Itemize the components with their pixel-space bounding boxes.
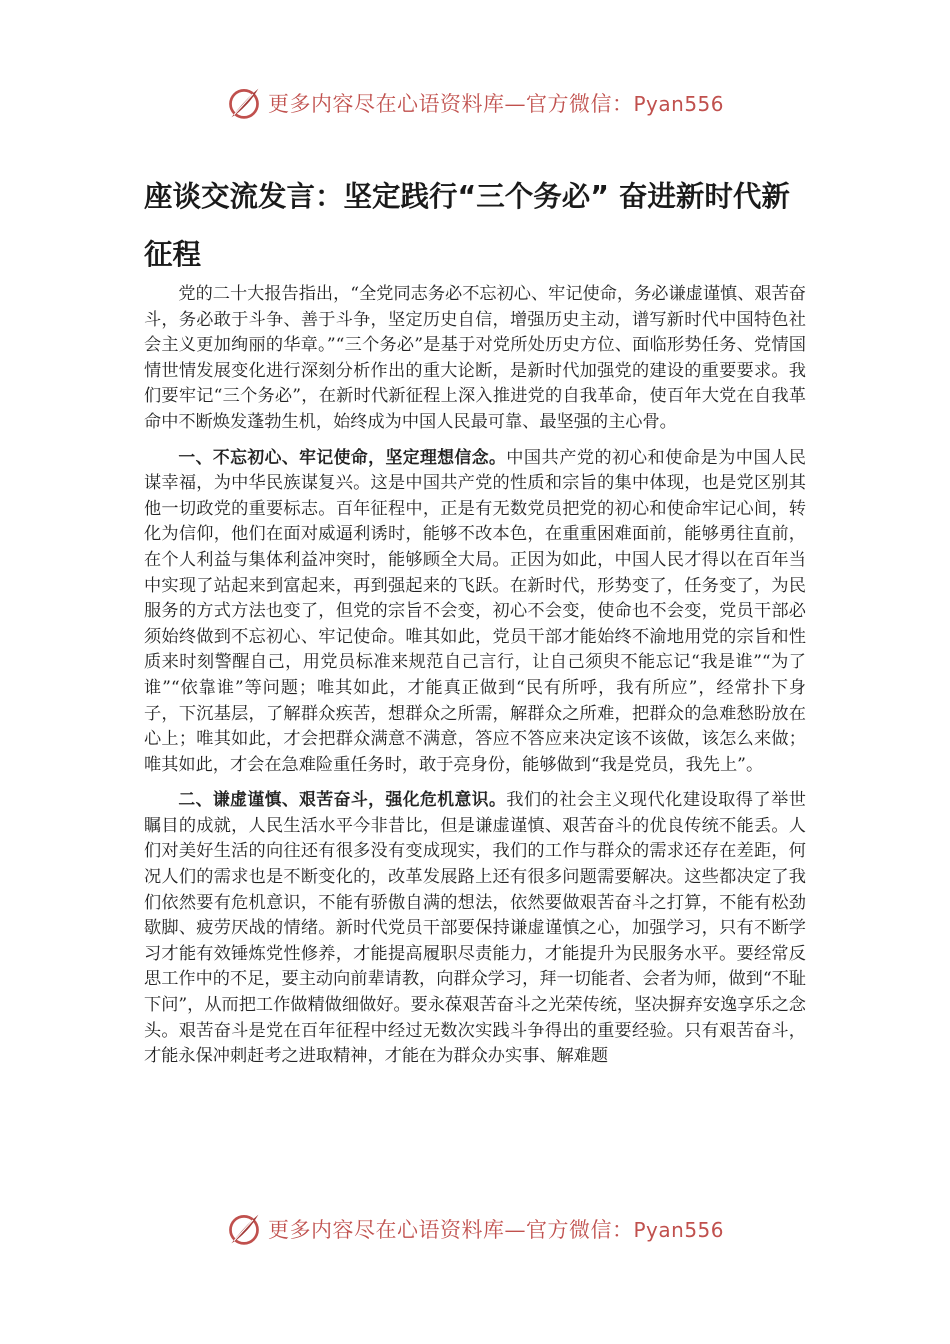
quill-logo-icon (226, 1211, 262, 1247)
footer-wechat-id: Pyan556 (633, 1218, 724, 1242)
paragraph-section-2 (144, 787, 806, 1070)
quill-logo-icon (226, 85, 262, 121)
header-banner-text: 更多内容尽在心语资料库—官方微信：Pyan556 (267, 92, 724, 116)
paragraph-text: 党的二十大报告指出，“全党同志务必不忘初心、牢记使命，务必谦虚谨慎、艰苦奋斗，务必敢于斗争、善于斗争，坚定历史自信，增强历史主动，谱写新时代中国特色社会主义更加绚丽的华章。”“三个务必”是基于对党所处历史方位、面临形势任务、党情国情世情发展变化进行深刻分析作出的重大论断，是新时代加强党的建设的重要要求。我们要牢记“三个务必”，在新时代新征程上深入推进党的自我革命，使百年大党在自我革命中不断焕发蓬勃生机，始终成为中国人民最可靠、最坚强的主心骨。 (144, 284, 806, 432)
footer-banner-text: 更多内容尽在心语资料库—官方微信：Pyan556 (267, 1218, 724, 1242)
section-heading: 二、谦虚谨慎、艰苦奋斗，强化危机意识。 (178, 789, 507, 810)
header-banner (0, 81, 950, 125)
paragraph-text: 我们的社会主义现代化建设取得了举世瞩目的成就，人民生活水平今非昔比，但是谦虚谨慎、艰苦奋斗的优良传统不能丢。人们对美好生活的向往还有很多没有变成现实，我们的工作与群众的需求还存在差距，何况人们的需求也是不断变化的，改革发展路上还有很多问题需要解决。这些都决定了我们依然要有危机意识，不能有骄傲自满的想法，依然要做艰苦奋斗之打算，不能有松劲歇脚、疲劳厌战的情绪。新时代党员干部要保持谦虚谨慎之心，加强学习，只有不断学习才能有效锤炼党性修养，才能提高履职尽责能力，才能提升为民服务水平。要经常反思工作中的不足，要主动向前辈请教，向群众学习，拜一切能者、会者为师，做到“不耻下问”，从而把工作做精做细做好。要永葆艰苦奋斗之光荣传统，坚决摒弃安逸享乐之念头。艰苦奋斗是党在百年征程中经过无数次实践斗争得出的重要经验。只有艰苦奋斗，才能永保冲刺赶考之进取精神，才能在为群众办实事、解难题 (144, 790, 806, 1067)
header-wechat-id: Pyan556 (633, 92, 724, 116)
document-title: 座谈交流发言：坚定践行“三个务必” 奋进新时代新征程 (144, 180, 790, 271)
paragraph-text: 中国共产党的初心和使命是为中国人民谋幸福，为中华民族谋复兴。这是中国共产党的性质和宗旨的集中体现，也是党区别其他一切政党的重要标志。百年征程中，正是有无数党员把党的初心和使命牢记心间，转化为信仰，他们在面对威逼利诱时，能够不改本色，在重重困难面前，能够勇往直前，在个人利益与集体利益冲突时，能够顾全大局。正因为如此，中国人民才得以在百年当中实现了站起来到富起来，再到强起来的飞跃。在新时代，形势变了，任务变了，为民服务的方式方法也变了，但党的宗旨不会变，初心不会变，使命也不会变，党员干部必须始终做到不忘初心、牢记使命。唯其如此，党员干部才能始终不渝地用党的宗旨和性质来时刻警醒自己，用党员标准来规范自己言行，让自己须臾不能忘记“我是谁”“为了谁”“依靠谁”等问题；唯其如此，才能真正做到“民有所呼，我有所应”，经常扑下身子，下沉基层，了解群众疾苦，想群众之所需，解群众之所难，把群众的急难愁盼放在心上；唯其如此，才会把群众满意不满意，答应不答应来决定该不该做，该怎么来做；唯其如此，才会在急难险重任务时，敢于亮身份，能够做到“我是党员，我先上”。 (144, 447, 806, 775)
paragraph-section-1 (144, 445, 806, 779)
section-heading: 一、不忘初心、牢记使命，坚定理想信念。 (178, 446, 507, 467)
paragraph-intro (144, 282, 806, 436)
document-body (144, 282, 806, 1079)
footer-banner (0, 1207, 950, 1251)
